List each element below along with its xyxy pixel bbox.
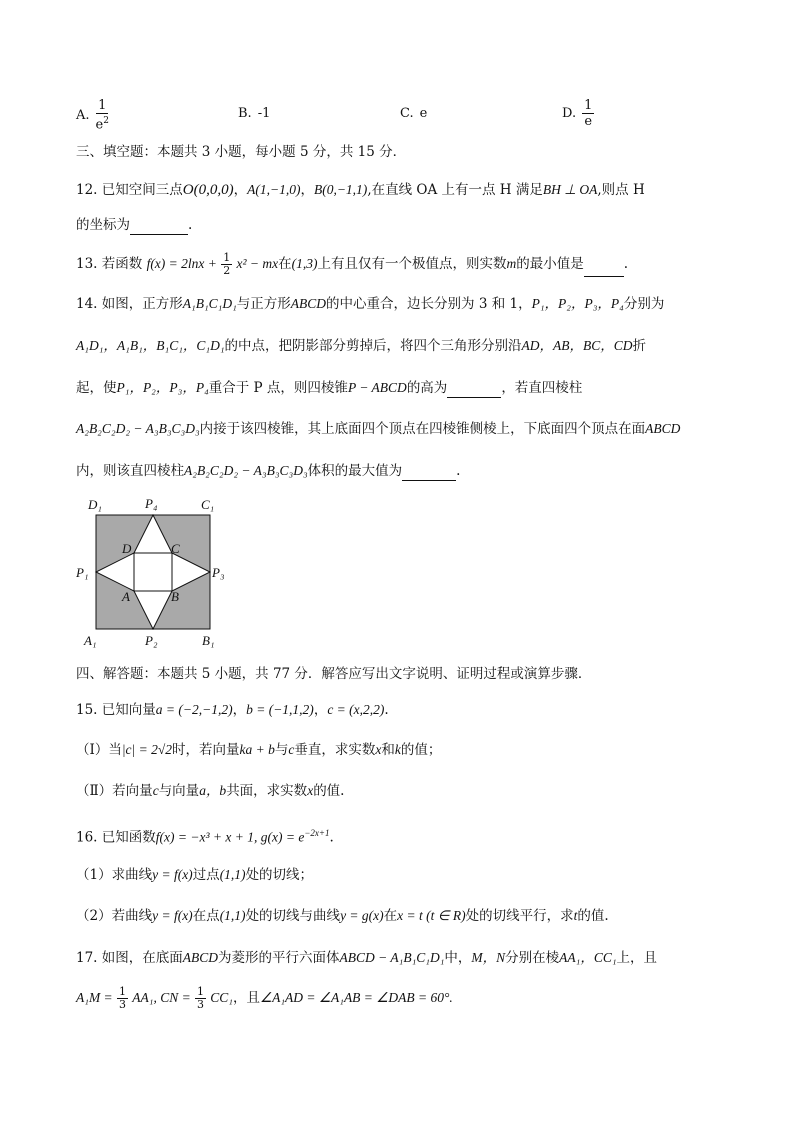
q14-height-blank [447, 397, 501, 398]
q12-condition: BH ⊥ OA [542, 182, 598, 197]
option-b-value: -1 [257, 106, 271, 121]
label-p4: P₄ [145, 496, 158, 511]
q17-line1: 17. 如图，在底面ABCD为菱形的平行六面体ABCD − A₁B₁C₁D₁中，M，N分别在棱AA₁，CC₁上，且 [76, 950, 658, 966]
q14-line2: A₁D₁，A₁B₁，B₁C₁，C₁D₁的中点，把阴影部分剪掉后，将四个三角形分别沿AD，AB，BC，CD折 [76, 338, 647, 354]
label-p3: P₃ [212, 565, 225, 580]
q16-part1: （1）求曲线y = f(x)过点(1,1)处的切线； [76, 867, 314, 883]
q14-line4: A₂B₂C₂D₂ − A₃B₃C₃D₃内接于该四棱锥，其上底面四个顶点在四棱锥侧棱上，下底面四个顶点在面ABCD [76, 421, 681, 437]
option-c-label: C. [400, 106, 414, 121]
q13-line: 13. 若函数 f(x) = 2lnx + $\frac{1}{2}$ x² − mx在(1,3)上有且仅有一个极值点，则实数m的最小值是 . [76, 251, 629, 277]
section4-heading: 四、解答题：本题共 5 小题，共 77 分．解答应写出文字说明、证明过程或演算步骤． [76, 666, 592, 682]
option-d-fraction: $\frac{1}{e}$ [584, 98, 593, 129]
q16-part2: （2）若曲线y = f(x)在点(1,1)处的切线与曲线y = g(x)在x = t (t ∈ R)处的切线平行，求t的值. [76, 908, 609, 924]
option-c [400, 106, 427, 121]
label-a1: A₁ [84, 633, 97, 648]
q15-stem: 15. 已知向量a = (−2,−1,2)，b = (−1,1,2)，c = (x,2,2). [76, 702, 389, 718]
label-b: B [171, 589, 179, 604]
option-b [238, 106, 270, 121]
label-d1: D₁ [88, 497, 102, 512]
option-a-fraction: $\frac{1}{e^2}$ [95, 98, 109, 133]
q12-line1: 12. 已知空间三点O(0,0,0)，A(1,−1,0)，B(0,−1,1),在直线 OA 上有一点 H 满足BH ⊥ OA,则点 H [76, 182, 645, 198]
q13-fraction: $\frac{1}{2}$ [223, 251, 231, 277]
label-p2: P₂ [145, 633, 158, 648]
q14-line1: 14. 如图，正方形A₁B₁C₁D₁与正方形ABCD的中心重合，边长分别为 3 和 1，P₁，P₂，P₃，P₄分别为 [76, 296, 665, 312]
q14-volume-blank [402, 480, 456, 481]
q12-point-o: O(0,0,0) [182, 182, 234, 198]
q12-point-b: B(0,−1,1) [313, 182, 368, 197]
q16-stem: 16. 已知函数f(x) = −x³ + x + 1, $g(x) = e^{-2x+1}$. [76, 828, 334, 846]
option-a-label: A. [76, 107, 90, 123]
option-b-label: B. [238, 106, 252, 121]
q14-figure [76, 495, 236, 655]
label-c1: C₁ [201, 497, 215, 512]
option-d-label: D. [562, 106, 577, 121]
option-d [562, 98, 594, 129]
label-d: D [122, 541, 132, 556]
q14-line5: 内，则该直四棱柱A₂B₂C₂D₂ − A₃B₃C₃D₃体积的最大值为 . [76, 463, 461, 479]
q17-fraction-1: $\frac{1}{3}$ [118, 985, 126, 1011]
q13-answer-blank [584, 276, 624, 277]
label-p1: P₁ [76, 565, 89, 580]
option-c-value: e [419, 106, 428, 121]
q12-point-a: A(1,−1,0) [247, 182, 301, 197]
label-c: C [171, 541, 180, 556]
q17-fraction-2: $\frac{1}{3}$ [197, 985, 204, 1011]
q12-answer-blank [130, 234, 188, 235]
section3-heading: 三、填空题：本题共 3 小题，每小题 5 分，共 15 分． [76, 144, 407, 160]
label-a: A [122, 589, 130, 604]
q15-part2: （Ⅱ）若向量c与向量a，b共面，求实数x的值. [76, 783, 345, 799]
q14-line3: 起，使P₁，P₂，P₃，P₄重合于 P 点，则四棱锥P − ABCD的高为 ，若直四棱柱 [76, 380, 583, 396]
inner-square [134, 553, 172, 591]
q12-line2: 的坐标为 . [76, 217, 193, 233]
q15-part1: （Ⅰ）当|c| = 2√2时，若向量ka + b与c垂直，求实数x和k的值； [76, 742, 442, 758]
option-a [76, 98, 109, 132]
label-b1: B₁ [202, 633, 215, 648]
q17-line2: A₁M = $\frac{1}{3}$ AA₁, CN = $\frac{1}{3}$ CC₁，且∠A₁AD = ∠A₁AB = ∠DAB = 60°. [76, 985, 453, 1011]
